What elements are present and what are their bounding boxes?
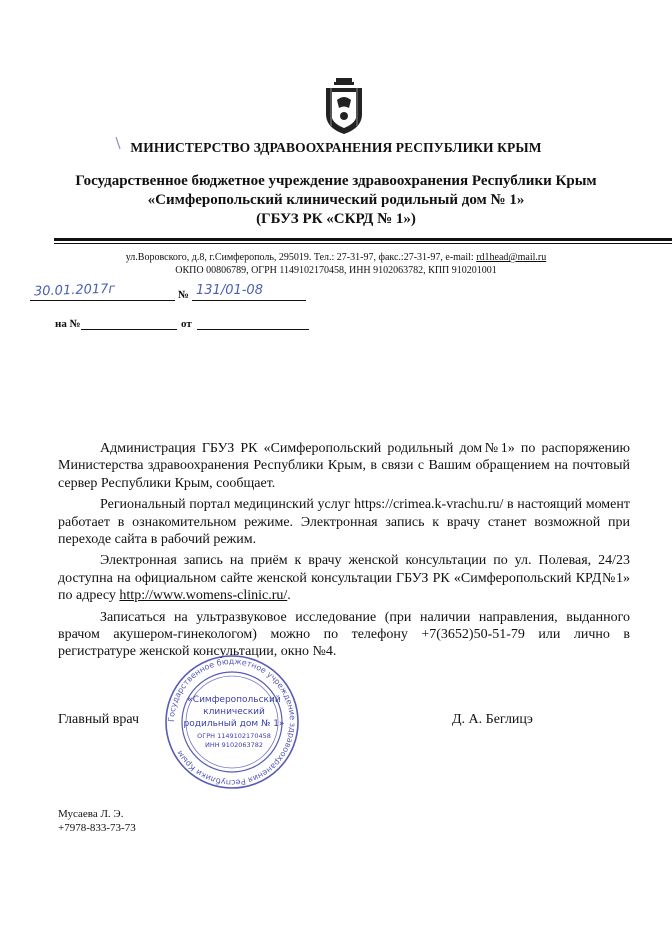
org-line-1: Государственное бюджетное учреждение здравоохранения Республики Крым (75, 173, 597, 189)
stamp-line-5: ИНН 9102063782 (204, 741, 264, 749)
paragraph-3: Электронная запись на приём к врачу женской консультации по ул. Полевая, 24/23 доступна на официальном сайте женской консультации ГБУЗ РК «Симферопольский КРД№1» по адресу http://www.womens-clinic.ru/. (58, 553, 630, 604)
reference-date-underline (197, 329, 309, 330)
header-divider-thick (54, 238, 672, 241)
executor-phone: +7978-833-73-73 (58, 822, 136, 834)
stamp-line-3: родильный дом № 1» (183, 719, 285, 729)
reference-date-label: от (181, 318, 192, 330)
round-seal-stamp (162, 652, 302, 792)
signatory-title: Главный врач (58, 712, 140, 727)
paragraph-4: Записаться на ультразвуковое исследование (при наличии направления, выданного врачом акушером-гинекологом) можно по телефону +7(3652)50-51-79 или лично в регистратуре женской консультации, окно №4. (58, 609, 630, 660)
email-link[interactable]: rd1head@mail.ru (476, 252, 547, 263)
paragraph-2: Региональный портал медицинский услуг https://crimea.k-vrachu.ru/ в настоящий момент работает в ознакомительном режиме. Электронная запись к врачу станет возможной при переходе сайта в рабочий режим. (58, 497, 630, 548)
executor-block (58, 807, 136, 835)
number-label: № (178, 289, 190, 301)
org-line-3: (ГБУЗ РК «СКРД № 1») (256, 211, 416, 227)
contacts-registry: ОКПО 00806789, ОГРН 1149102170458, ИНН 9102063782, КПП 910201001 (175, 265, 497, 276)
date-underline (30, 300, 175, 301)
letter-body (58, 440, 630, 665)
stamp-line-1: «Симферопольский (187, 695, 281, 705)
reference-number-underline (81, 329, 177, 330)
reference-number-label: на № (55, 318, 81, 330)
contacts-block (0, 251, 672, 277)
header-divider-thin (54, 243, 672, 244)
stamp-line-2: клинический (203, 707, 265, 717)
paragraph-1: Администрация ГБУЗ РК «Симферопольский родильный дом№1» по распоряжению Министерства здравоохранения Республики Крым, в связи с Вашим обращением на почтовый сервер Республики Крым, сообщает. (58, 441, 630, 491)
handwritten-number: 131/01-08 (196, 283, 263, 298)
org-line-2: «Симферопольский клинический родильный дом № 1» (147, 192, 525, 208)
executor-name: Мусаева Л. Э. (58, 808, 124, 820)
handwritten-date: 30.01.2017г (33, 281, 116, 300)
contacts-address: ул.Воровского, д.8, г.Симферополь, 295019. Тел.: 27-31-97, факс.:27-31-97, e-mail: rd1head@mail.ru (125, 252, 547, 263)
signatory-name: Д. А. Беглицэ (452, 712, 533, 727)
stamp-line-4: ОГРН 1149102170458 (197, 732, 271, 740)
number-underline (192, 300, 306, 301)
clinic-website-link[interactable]: http://www.womens-clinic.ru/ (119, 588, 288, 604)
coat-of-arms-emblem (322, 78, 366, 136)
ministry-title: МИНИСТЕРСТВО ЗДРАВООХРАНЕНИЯ РЕСПУБЛИКИ КРЫМ (130, 140, 542, 155)
organization-name (0, 172, 672, 229)
stamp-ring-text: Государственное бюджетное учреждение здравоохранения Республики Крым (166, 656, 298, 788)
